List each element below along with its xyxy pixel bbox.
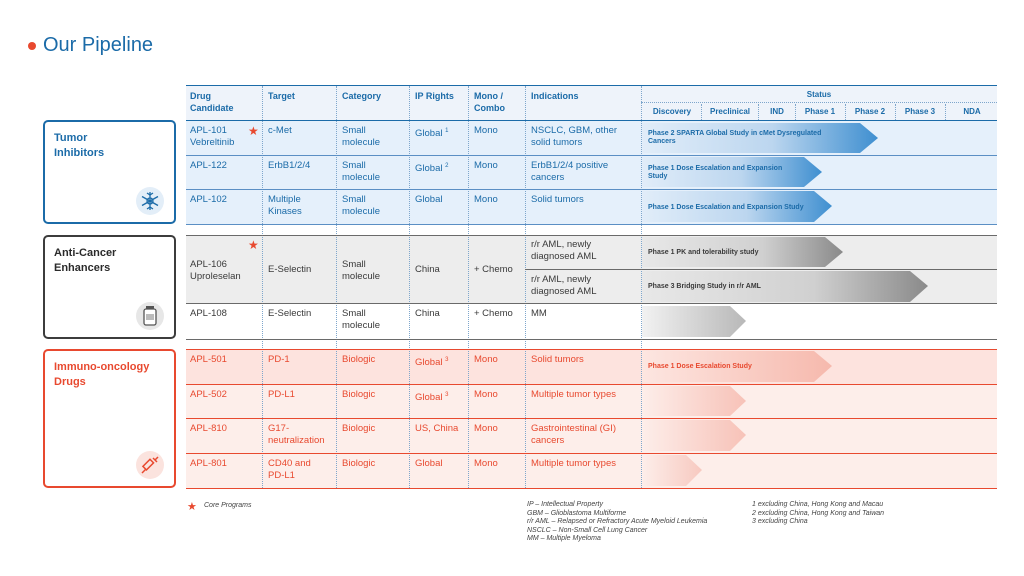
header-category: Category	[342, 91, 382, 101]
group-label-anti: Anti-Cancer Enhancers	[54, 247, 117, 274]
ip-apl102: Global	[415, 194, 443, 205]
target-apl501: PD-1	[268, 354, 290, 365]
footnotes	[752, 501, 884, 527]
phase-1: Phase 1	[804, 107, 836, 116]
status-label-apl122: Phase 1 Dose Escalation and Expansion Study	[648, 165, 783, 180]
drug-apl801: APL-801	[190, 458, 227, 469]
phase-divider	[845, 104, 846, 120]
target-apl502: PD-L1	[268, 389, 295, 400]
footnote-item: 3 excluding China	[752, 518, 808, 526]
phase-nda: NDA	[963, 107, 981, 116]
mono-apl801: Mono	[474, 458, 498, 469]
category-apl101: Small molecule	[342, 125, 381, 148]
drug-apl101: APL-101 Vebreltinib	[190, 125, 235, 148]
header-ip-rights: IP Rights	[415, 91, 454, 101]
ind-apl108: MM	[531, 308, 547, 319]
ip-apl106: China	[415, 264, 440, 275]
header-bottom-rule	[186, 120, 997, 121]
phase-divider	[945, 104, 946, 120]
ip-apl122-text: Global	[415, 163, 443, 174]
category-apl122: Small molecule	[342, 160, 381, 183]
row-line	[186, 384, 997, 385]
row-line	[186, 488, 997, 489]
status-label-apl106-a: Phase 1 PK and tolerability study	[648, 249, 759, 256]
phase-discovery: Discovery	[652, 107, 692, 116]
pill-bottle-icon	[136, 302, 164, 330]
category-apl106: Small molecule	[342, 259, 381, 282]
mono-apl502: Mono	[474, 389, 498, 400]
ind-apl102: Solid tumors	[531, 194, 584, 205]
header-mono-combo: Mono / Combo	[474, 91, 505, 113]
abbrev-item: IP – Intellectual Property	[527, 501, 604, 508]
footnote-item: 1 excluding China, Hong Kong and Macau	[752, 501, 884, 508]
ind-apl106-b: r/r AML, newly diagnosed AML	[531, 274, 597, 297]
ip-apl502-text: Global	[415, 392, 443, 403]
row-line	[186, 189, 997, 190]
ind-apl122: ErbB1/2/4 positive cancers	[531, 160, 609, 183]
mono-apl101: Mono	[474, 125, 498, 136]
status-label-apl501: Phase 1 Dose Escalation Study	[648, 363, 752, 370]
group-anti-cancer-enhancers	[43, 235, 176, 339]
band-apl501	[186, 349, 997, 384]
ind-apl801: Multiple tumor types	[531, 458, 617, 469]
footnote-item: 2 excluding China, Hong Kong and Taiwan	[752, 509, 885, 517]
ip-apl101-sup: 1	[445, 128, 449, 134]
row-line	[186, 418, 997, 419]
core-program-star: ★	[248, 238, 259, 252]
col-divider	[262, 86, 263, 488]
ind-apl501: Solid tumors	[531, 354, 584, 365]
group-label-tumor: Tumor Inhibitors	[54, 132, 105, 159]
abbrev-item: NSCLC – Non-Small Cell Lung Cancer	[527, 526, 648, 534]
ip-apl101	[415, 125, 448, 140]
mono-apl501: Mono	[474, 354, 498, 365]
category-apl102: Small molecule	[342, 194, 381, 217]
mono-apl122: Mono	[474, 160, 498, 171]
abbreviations	[527, 501, 707, 544]
category-apl108: Small molecule	[342, 308, 381, 331]
mono-apl810: Mono	[474, 423, 498, 434]
category-apl810: Biologic	[342, 423, 376, 434]
page-title	[28, 34, 153, 57]
row-line	[186, 339, 997, 340]
ind-apl810: Gastrointestinal (GI) cancers	[531, 423, 616, 446]
status-label-apl101: Phase 2 SPARTA Global Study in cMet Dysregulated Cancers	[648, 130, 822, 145]
status-arrow-apl502	[642, 385, 752, 417]
page-title-text: Our Pipeline	[43, 34, 154, 56]
row-line	[186, 235, 997, 236]
ip-apl501	[415, 354, 448, 369]
ip-apl501-sup: 3	[445, 357, 449, 363]
ind-apl502: Multiple tumor types	[531, 389, 617, 400]
drug-apl501: APL-501	[190, 354, 227, 365]
ip-apl801: Global	[415, 458, 443, 469]
phase-3: Phase 3	[904, 107, 936, 116]
category-apl501: Biologic	[342, 354, 376, 365]
target-apl122: ErbB1/2/4	[268, 160, 311, 171]
ind-apl106-a: r/r AML, newly diagnosed AML	[531, 239, 597, 262]
category-apl801: Biologic	[342, 458, 376, 469]
abbrev-item: r/r AML – Relapsed or Refractory Acute Myeloid Leukemia	[527, 518, 708, 526]
phase-divider	[758, 104, 759, 120]
status-divider	[641, 102, 997, 103]
drug-apl108: APL-108	[190, 308, 227, 319]
legend-star-icon: ★	[187, 501, 197, 513]
status-label-apl106-b: Phase 3 Bridging Study in r/r AML	[648, 283, 761, 290]
status-label-apl102: Phase 1 Dose Escalation and Expansion Study	[648, 204, 804, 211]
ip-apl122-sup: 2	[445, 163, 449, 169]
phase-divider	[895, 104, 896, 120]
header-status: Status	[806, 90, 832, 99]
snowflake-molecule-icon	[136, 187, 164, 215]
col-divider	[336, 86, 337, 488]
phase-2: Phase 2	[854, 107, 886, 116]
status-arrow-apl801	[642, 454, 707, 487]
ip-apl122	[415, 160, 448, 175]
drug-apl810: APL-810	[190, 423, 227, 434]
target-apl108: E-Selectin	[268, 308, 312, 319]
target-apl102: Multiple Kinases	[268, 194, 302, 217]
group-tumor-inhibitors	[43, 120, 176, 224]
col-divider	[409, 86, 410, 488]
category-apl502: Biologic	[342, 389, 376, 400]
row-line	[186, 453, 997, 454]
target-apl101: c-Met	[268, 125, 292, 136]
phase-divider	[795, 104, 796, 120]
header-drug-candidate: Drug Candidate	[190, 91, 234, 113]
ip-apl501-text: Global	[415, 357, 443, 368]
ip-apl810: US, China	[415, 423, 459, 434]
drug-apl122: APL-122	[190, 160, 227, 171]
row-line	[186, 349, 997, 350]
col-divider	[468, 86, 469, 488]
mono-apl108: + Chemo	[474, 308, 513, 319]
core-program-star: ★	[248, 124, 259, 138]
abbrev-item: GBM – Glioblastoma Multiforme	[527, 509, 627, 517]
col-divider	[525, 86, 526, 488]
target-apl106: E-Selectin	[268, 264, 312, 275]
ip-apl101-text: Global	[415, 128, 443, 139]
row-line	[186, 224, 997, 225]
abbrev-item: MM – Multiple Myeloma	[527, 535, 601, 543]
drug-apl106: APL-106 Uproleselan	[190, 259, 241, 282]
row-line	[186, 155, 997, 156]
ip-apl502	[415, 389, 448, 404]
drug-apl102: APL-102	[190, 194, 227, 205]
target-apl801: CD40 and PD-L1	[268, 458, 311, 481]
header-target: Target	[268, 91, 295, 101]
phase-divider	[701, 104, 702, 120]
ip-apl108: China	[415, 308, 440, 319]
mono-apl106: + Chemo	[474, 264, 513, 275]
header-top-rule	[186, 85, 997, 86]
syringe-icon	[136, 451, 164, 479]
mono-apl102: Mono	[474, 194, 498, 205]
group-immuno-oncology	[43, 349, 176, 488]
row-line	[186, 303, 997, 304]
group-label-immuno: Immuno-oncology Drugs	[54, 361, 150, 388]
title-bullet	[28, 42, 36, 50]
header-indications: Indications	[531, 91, 579, 101]
ind-apl101: NSCLC, GBM, other solid tumors	[531, 125, 618, 148]
band-apl102	[186, 189, 997, 224]
phase-preclinical: Preclinical	[709, 107, 751, 116]
drug-apl502: APL-502	[190, 389, 227, 400]
status-arrow-apl108	[642, 305, 752, 338]
status-arrow-apl810	[642, 419, 752, 452]
legend-core-programs: Core Programs	[204, 502, 252, 509]
ip-apl502-sup: 3	[445, 392, 449, 398]
target-apl810: G17- neutralization	[268, 423, 325, 446]
phase-ind: IND	[770, 107, 784, 116]
